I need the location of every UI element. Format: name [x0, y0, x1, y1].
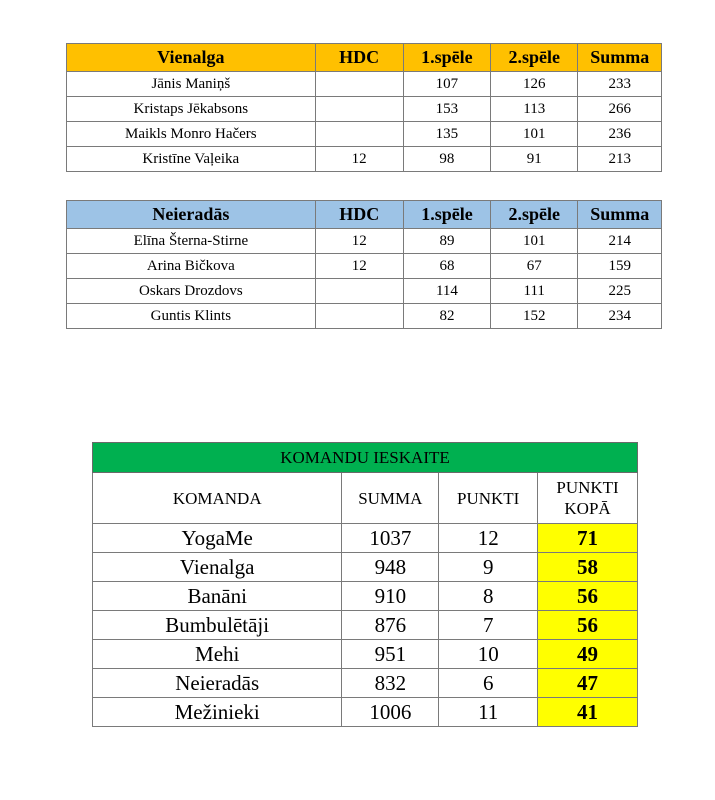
team-total-points: 58: [538, 553, 638, 582]
hdc-cell: 12: [315, 254, 403, 279]
game2-header: 2.spēle: [491, 201, 578, 229]
game1-cell: 153: [403, 97, 490, 122]
total-header-line2: KOPĀ: [564, 499, 611, 518]
game1-cell: 89: [403, 229, 490, 254]
sum-cell: 234: [578, 304, 662, 329]
standings-header-row: [93, 473, 638, 524]
game2-cell: 113: [491, 97, 578, 122]
hdc-cell: 12: [315, 147, 403, 172]
sum-cell: 266: [578, 97, 662, 122]
team-total-points: 71: [538, 524, 638, 553]
player-name: Maikls Monro Hačers: [67, 122, 316, 147]
player-name: Guntis Klints: [67, 304, 316, 329]
team-name: Vienalga: [93, 553, 342, 582]
game1-cell: 68: [403, 254, 490, 279]
hdc-cell: [315, 304, 403, 329]
team-name: Bumbulētāji: [93, 611, 342, 640]
game1-header: 1.spēle: [403, 201, 490, 229]
team-total-points: 56: [538, 582, 638, 611]
game1-cell: 107: [403, 72, 490, 97]
team-points: 6: [439, 669, 538, 698]
table-row: [67, 229, 662, 254]
table-row: [67, 122, 662, 147]
team-name-header: Neieradās: [67, 201, 316, 229]
sum-header: Summa: [578, 201, 662, 229]
team-name: YogaMe: [93, 524, 342, 553]
team-total-points: 41: [538, 698, 638, 727]
team-points: 12: [439, 524, 538, 553]
team-points: 11: [439, 698, 538, 727]
team-table-header: [67, 44, 662, 72]
table-row: [67, 72, 662, 97]
team-column-header: KOMANDA: [93, 473, 342, 524]
game2-cell: 152: [491, 304, 578, 329]
game1-cell: 114: [403, 279, 490, 304]
team-total-points: 56: [538, 611, 638, 640]
hdc-cell: [315, 72, 403, 97]
hdc-cell: [315, 122, 403, 147]
team-points: 7: [439, 611, 538, 640]
table-row: [93, 698, 638, 727]
team-standings-table: [92, 442, 638, 727]
table-row: [93, 582, 638, 611]
team-sum: 910: [342, 582, 439, 611]
hdc-header: HDC: [315, 201, 403, 229]
game1-header: 1.spēle: [403, 44, 490, 72]
table-row: [67, 279, 662, 304]
player-name: Jānis Maniņš: [67, 72, 316, 97]
sum-cell: 236: [578, 122, 662, 147]
table-row: [93, 553, 638, 582]
table-row: [93, 640, 638, 669]
sum-cell: 233: [578, 72, 662, 97]
hdc-cell: [315, 97, 403, 122]
sum-column-header: SUMMA: [342, 473, 439, 524]
hdc-header: HDC: [315, 44, 403, 72]
team-table-header: [67, 201, 662, 229]
sum-cell: 159: [578, 254, 662, 279]
game1-cell: 135: [403, 122, 490, 147]
game2-header: 2.spēle: [491, 44, 578, 72]
team-name: Mežinieki: [93, 698, 342, 727]
team-points: 9: [439, 553, 538, 582]
team-points: 8: [439, 582, 538, 611]
team-sum: 1037: [342, 524, 439, 553]
table-row: [67, 147, 662, 172]
team-sum: 876: [342, 611, 439, 640]
team-total-points: 47: [538, 669, 638, 698]
team-total-points: 49: [538, 640, 638, 669]
sum-cell: 225: [578, 279, 662, 304]
standings-title: KOMANDU IESKAITE: [93, 443, 638, 473]
game1-cell: 82: [403, 304, 490, 329]
game1-cell: 98: [403, 147, 490, 172]
team-sum: 951: [342, 640, 439, 669]
sum-cell: 214: [578, 229, 662, 254]
sum-header: Summa: [578, 44, 662, 72]
total-points-column-header: [538, 473, 638, 524]
table-row: [67, 304, 662, 329]
game2-cell: 101: [491, 229, 578, 254]
total-header-line1: PUNKTI: [556, 478, 619, 497]
team-name: Neieradās: [93, 669, 342, 698]
game2-cell: 67: [491, 254, 578, 279]
table-row: [67, 254, 662, 279]
table-row: [93, 669, 638, 698]
team-table-vienalga: [66, 43, 662, 172]
game2-cell: 91: [491, 147, 578, 172]
standings-title-row: [93, 443, 638, 473]
sum-cell: 213: [578, 147, 662, 172]
player-name: Kristaps Jēkabsons: [67, 97, 316, 122]
team-sum: 1006: [342, 698, 439, 727]
table-row: [67, 97, 662, 122]
player-name: Kristīne Vaļeika: [67, 147, 316, 172]
hdc-cell: 12: [315, 229, 403, 254]
team-name-header: Vienalga: [67, 44, 316, 72]
player-name: Arina Bičkova: [67, 254, 316, 279]
table-row: [93, 611, 638, 640]
hdc-cell: [315, 279, 403, 304]
team-sum: 832: [342, 669, 439, 698]
game2-cell: 111: [491, 279, 578, 304]
team-name: Banāni: [93, 582, 342, 611]
team-points: 10: [439, 640, 538, 669]
player-name: Oskars Drozdovs: [67, 279, 316, 304]
player-name: Elīna Šterna-Stirne: [67, 229, 316, 254]
game2-cell: 126: [491, 72, 578, 97]
table-row: [93, 524, 638, 553]
team-table-neieradas: [66, 200, 662, 329]
points-column-header: PUNKTI: [439, 473, 538, 524]
team-name: Mehi: [93, 640, 342, 669]
team-sum: 948: [342, 553, 439, 582]
game2-cell: 101: [491, 122, 578, 147]
